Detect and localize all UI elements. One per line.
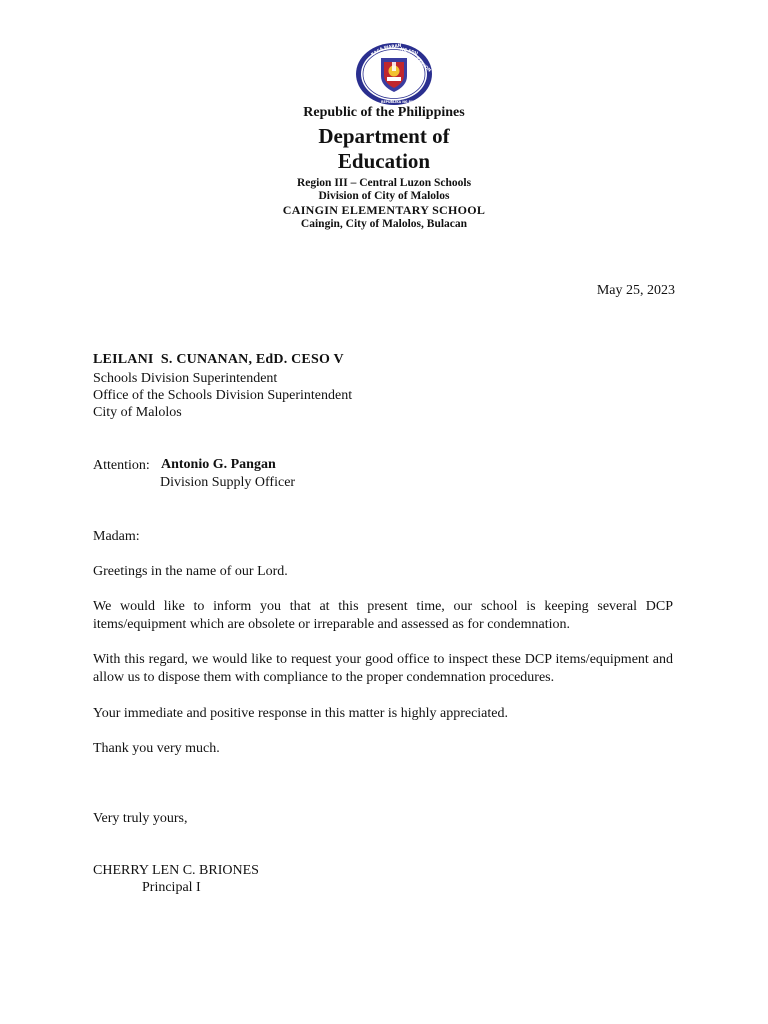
region-line: Region III – Central Luzon Schools <box>296 177 472 189</box>
department-heading <box>0 124 768 174</box>
body-paragraph: We would like to inform you that at this present time, our school is keeping several DCP items/equipment which are obsolete or irreparable and assessed as for condemnation. <box>93 599 673 632</box>
recipient-name: LEILANI S. CUNANAN, EdD. CESO V <box>93 352 344 367</box>
closing: Very truly yours, <box>93 811 188 826</box>
department-heading-line1: Department of <box>318 124 450 148</box>
deped-seal-icon <box>354 42 434 106</box>
salutation: Madam: <box>93 529 140 544</box>
department-heading-line2: Education <box>337 149 431 173</box>
svg-text:REPUBLIKA NG PILIPINAS: REPUBLIKA NG PILIPINAS <box>381 100 427 104</box>
svg-text:WARAN: WARAN <box>383 42 402 50</box>
signatory-position: Principal I <box>142 880 201 895</box>
recipient-city: City of Malolos <box>93 405 182 420</box>
recipient-office: Office of the Schools Division Superintendent <box>93 388 353 403</box>
body-paragraph: With this regard, we would like to request your good office to inspect these DCP items/equipment and allow us to dispose them with compliance to the proper condemnation procedures. <box>93 652 673 685</box>
svg-text:KASYON: KASYON <box>414 56 433 73</box>
attention-label: Attention: <box>93 458 150 473</box>
letter-date: May 25, 2023 <box>596 283 675 298</box>
school-address: Caingin, City of Malolos, Bulacan <box>300 218 468 230</box>
attention-title: Division Supply Officer <box>160 475 296 490</box>
signatory-name: CHERRY LEN C. BRIONES <box>93 863 259 878</box>
recipient-title: Schools Division Superintendent <box>93 371 278 386</box>
greeting: Greetings in the name of our Lord. <box>93 564 288 579</box>
body-paragraph: Thank you very much. <box>93 741 220 756</box>
school-name: CAINGIN ELEMENTARY SCHOOL <box>282 203 486 217</box>
svg-text:KAGA: KAGA <box>370 45 384 57</box>
republic-heading: Republic of the Philippines <box>303 105 465 120</box>
svg-text:NG EDU: NG EDU <box>399 46 419 56</box>
body-paragraph: Your immediate and positive response in this matter is highly appreciated. <box>93 706 508 721</box>
division-line: Division of City of Malolos <box>318 190 450 202</box>
attention-name: Antonio G. Pangan <box>161 457 276 472</box>
